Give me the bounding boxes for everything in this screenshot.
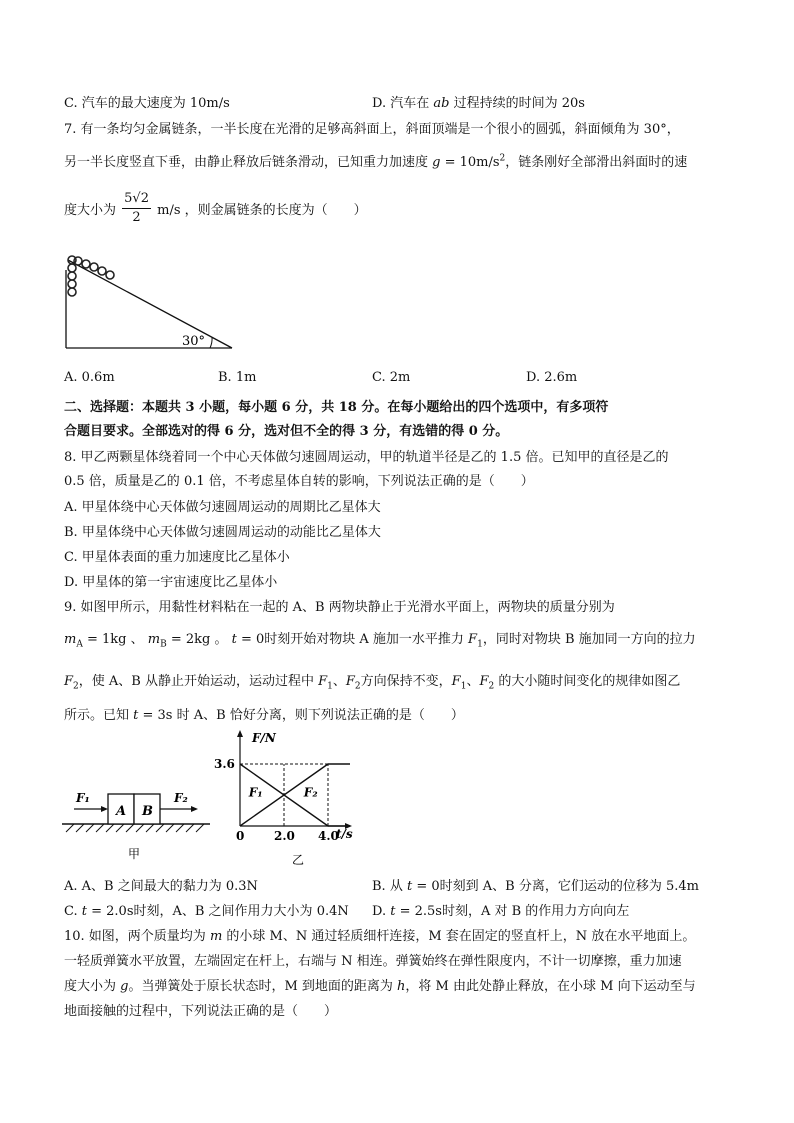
q6-option-c: C. 汽车的最大速度为 10m/s [64, 96, 230, 111]
series-label-f1: F₁ [248, 785, 263, 800]
x-tick-0: 0 [236, 829, 245, 843]
series-label-f2: F₂ [303, 785, 318, 800]
y-tick-3-6: 3.6 [214, 757, 235, 771]
x-tick-1: 2.0 [274, 829, 295, 843]
q10-line2: 一轻质弹簧水平放置，左端固定在杆上，右端与 N 相连。弹簧始终在弹性限度内，不计一切摩擦，重力加速 [64, 954, 682, 969]
q10-line1: 10. 如图，两个质量均为 m 的小球 M、N 通过轻质细杆连接，M 套在固定的竖直杆上，N 放在水平地面上。 [64, 929, 696, 944]
angle-label: 30° [182, 334, 206, 349]
q9-line4: 所示。已知 t = 3s 时 A、B 恰好分离，则下列说法正确的是（ ） [64, 708, 464, 723]
q7-line1: 7. 有一条均匀金属链条，一半长度在光滑的足够高斜面上，斜面顶端是一个很小的圆弧，斜面倾角为 30°， [64, 122, 680, 137]
q7-line2: 另一半长度竖直下垂，由静止释放后链条滑动，已知重力加速度 $g = 10m/s^2$，链条刚好全部滑出斜面时的速 [64, 153, 688, 170]
force-time-chart [212, 728, 362, 868]
arrow-f1-label: F₁ [76, 791, 90, 805]
x-axis-label: t/s [336, 827, 353, 841]
section2-heading-line2: 合题目要求。全部选对的得 6 分，选对但不全的得 3 分，有选错的得 0 分。 [64, 424, 509, 439]
q9-line3: $F_2$，使 A、B 从静止开始运动，运动过程中 $F_1$、$F_2$方向保持不变，$F_1$、$F_2$ 的大小随时间变化的规律如图乙 [64, 674, 681, 692]
q9-option-b: B. 从 t = 0时刻到 A、B 分离，它们运动的位移为 5.4m [372, 879, 699, 894]
q8-option-a: A. 甲星体绕中心天体做匀速圆周运动的周期比乙星体大 [64, 500, 381, 515]
q6-option-d: D. 汽车在 ab 过程持续的时间为 20s [372, 96, 585, 111]
q9-option-a: A. A、B 之间最大的黏力为 0.3N [64, 879, 258, 894]
x-tick-2: 4.0 [318, 829, 339, 843]
q9-option-c: C. t = 2.0s时刻，A、B 之间作用力大小为 0.4N [64, 904, 349, 919]
incline-chain-figure [60, 252, 240, 356]
q8-option-b: B. 甲星体绕中心天体做匀速圆周运动的动能比乙星体大 [64, 525, 381, 540]
q9-line1: 9. 如图甲所示，用黏性材料粘在一起的 A、B 两物块静止于光滑水平面上，两物块的质量分别为 [64, 600, 615, 615]
q8-option-d: D. 甲星体的第一宇宙速度比乙星体小 [64, 575, 278, 590]
q8-option-c: C. 甲星体表面的重力加速度比乙星体小 [64, 550, 290, 565]
figure-yi-caption: 乙 [292, 853, 305, 867]
figure-blocks [62, 782, 212, 862]
q7-option-c: C. 2m [372, 370, 411, 385]
block-a-label: A [116, 804, 127, 819]
q10-line4: 地面接触的过程中，下列说法正确的是（ ） [64, 1004, 338, 1019]
q9-line2: $m_A = 1kg$ 、 $m_B = 2kg$ 。 t = 0时刻开始对物块 A 施加一水平推力 $F_1$，同时对物块 B 施加同一方向的拉力 [64, 632, 696, 650]
figure-jia-caption: 甲 [128, 847, 141, 861]
q7-option-a: A. 0.6m [64, 370, 115, 385]
chain-links-incline [74, 257, 114, 279]
q7-option-b: B. 1m [218, 370, 257, 385]
speed-fraction: $\frac{5√2}{2}$ [124, 191, 149, 225]
q8-line1: 8. 甲乙两颗星体绕着同一个中心天体做匀速圆周运动，甲的轨道半径是乙的 1.5 倍。已知甲的直径是乙的 [64, 450, 669, 465]
block-b-label: B [142, 804, 153, 819]
q7-option-d: D. 2.6m [526, 370, 578, 385]
y-axis-label: F/N [252, 731, 276, 745]
q9-option-d: D. t = 2.5s时刻，A 对 B 的作用力方向向左 [372, 904, 630, 919]
q10-line3: 度大小为 g。当弹簧处于原长状态时，M 到地面的距离为 h，将 M 由此处静止释放，在小球 M 向下运动至与 [64, 979, 696, 994]
section2-heading-line1: 二、选择题：本题共 3 小题，每小题 6 分，共 18 分。在每小题给出的四个选项中，有多项符 [64, 400, 609, 415]
q8-line2: 0.5 倍，质量是乙的 0.1 倍，不考虑星体自转的影响，下列说法正确的是（ ） [64, 474, 534, 489]
arrow-f2-label: F₂ [174, 791, 188, 805]
q7-line3: 度大小为 $\frac{5√2}{2}$ m/s ，则金属链条的长度为（ ） [64, 191, 367, 225]
